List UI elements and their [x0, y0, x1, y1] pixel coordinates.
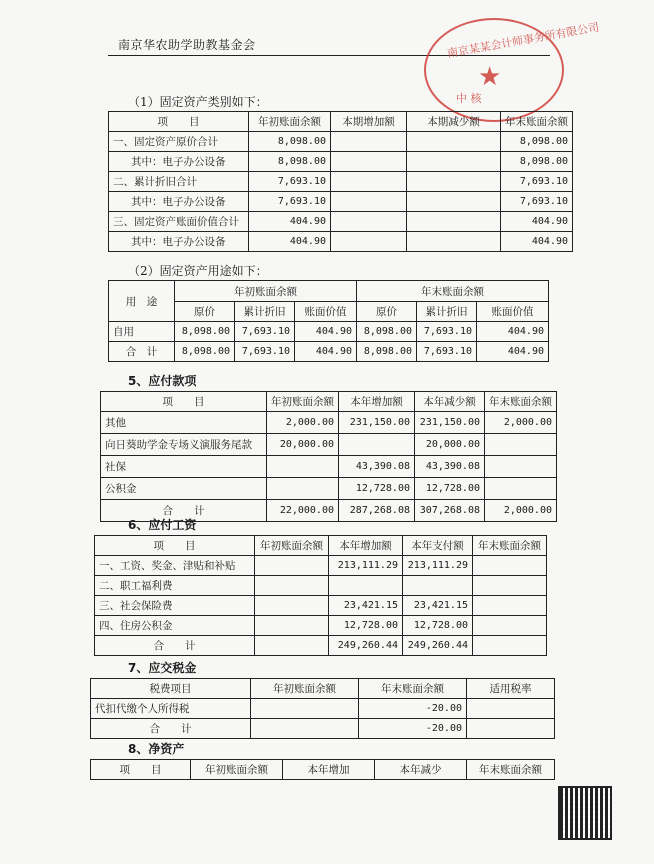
- seal-star-icon: ★: [478, 62, 502, 92]
- value-cell: 2,000.00: [485, 500, 557, 522]
- table-row: [109, 342, 549, 362]
- table-header-row: [101, 392, 557, 412]
- table-row: [109, 232, 573, 252]
- value-cell: 2,000.00: [267, 412, 339, 434]
- value-cell: 23,421.15: [403, 596, 473, 616]
- value-cell: [255, 636, 329, 656]
- value-cell: 404.90: [501, 212, 573, 232]
- header-cell: 本年增加额: [329, 536, 403, 556]
- value-cell: [331, 172, 407, 192]
- value-cell: 8,098.00: [357, 342, 417, 362]
- fixed-assets-usage-table: [108, 280, 549, 362]
- qr-code-icon: [558, 786, 612, 840]
- value-cell: [251, 719, 359, 739]
- row-label-cell: 三、固定资产账面价值合计: [109, 212, 249, 232]
- value-cell: [267, 456, 339, 478]
- value-cell: 231,150.00: [339, 412, 415, 434]
- value-cell: 20,000.00: [267, 434, 339, 456]
- header-cell: 年初账面余额: [191, 760, 283, 780]
- header-cell: 本年减少额: [415, 392, 485, 412]
- value-cell: 8,098.00: [501, 152, 573, 172]
- value-cell: 12,728.00: [329, 616, 403, 636]
- value-cell: [473, 616, 547, 636]
- value-cell: 404.90: [249, 212, 331, 232]
- value-cell: 307,268.08: [415, 500, 485, 522]
- value-cell: 7,693.10: [501, 172, 573, 192]
- header-cell: 项 目: [91, 760, 191, 780]
- value-cell: 8,098.00: [357, 322, 417, 342]
- section-taxes-title: 7、应交税金: [128, 661, 197, 675]
- table-header-row: [109, 112, 573, 132]
- organization-title: 南京华农助学助教基金会: [118, 38, 256, 52]
- header-group-cell: 年末账面余额: [357, 281, 549, 302]
- value-cell: 249,260.44: [329, 636, 403, 656]
- table-row: [109, 322, 549, 342]
- header-cell: 本期增加额: [331, 112, 407, 132]
- row-label-cell: 向日葵助学金专场义演服务尾款: [101, 434, 267, 456]
- value-cell: [339, 434, 415, 456]
- table-row: [95, 616, 547, 636]
- value-cell: [473, 576, 547, 596]
- value-cell: 404.90: [477, 322, 549, 342]
- value-cell: [485, 456, 557, 478]
- value-cell: 2,000.00: [485, 412, 557, 434]
- value-cell: 8,098.00: [501, 132, 573, 152]
- value-cell: [403, 576, 473, 596]
- value-cell: 22,000.00: [267, 500, 339, 522]
- row-label-cell: 合 计: [109, 342, 175, 362]
- value-cell: [251, 699, 359, 719]
- value-cell: 8,098.00: [175, 322, 235, 342]
- row-label-cell: 合 计: [101, 500, 267, 522]
- header-cell: 年末账面余额: [485, 392, 557, 412]
- header-cell: 税费项目: [91, 679, 251, 699]
- value-cell: [255, 596, 329, 616]
- header-cell: 年末账面余额: [473, 536, 547, 556]
- value-cell: [473, 596, 547, 616]
- value-cell: 404.90: [477, 342, 549, 362]
- value-cell: [255, 556, 329, 576]
- table-row: [109, 212, 573, 232]
- value-cell: [407, 132, 501, 152]
- value-cell: 249,260.44: [403, 636, 473, 656]
- row-label-cell: 一、工资、奖金、津贴和补贴: [95, 556, 255, 576]
- value-cell: 8,098.00: [175, 342, 235, 362]
- row-label-cell: 三、社会保险费: [95, 596, 255, 616]
- value-cell: [473, 636, 547, 656]
- value-cell: [407, 232, 501, 252]
- value-cell: [473, 556, 547, 576]
- value-cell: [407, 212, 501, 232]
- header-cell: 原价: [357, 302, 417, 322]
- table-row: [101, 478, 557, 500]
- value-cell: -20.00: [359, 699, 467, 719]
- table-row: [95, 556, 547, 576]
- value-cell: [485, 478, 557, 500]
- value-cell: 7,693.10: [235, 342, 295, 362]
- table-header-row: [91, 679, 555, 699]
- value-cell: [467, 719, 555, 739]
- section-wages-title: 6、应付工资: [128, 518, 197, 532]
- table-row: [109, 132, 573, 152]
- section-fixed-assets-category-title: （1）固定资产类别如下：: [128, 95, 268, 109]
- header-cell: 累计折旧: [417, 302, 477, 322]
- row-label-cell: 其中：电子办公设备: [109, 232, 249, 252]
- fixed-assets-category-table: [108, 111, 573, 252]
- table-row: [101, 456, 557, 478]
- table-row: [91, 699, 555, 719]
- value-cell: 43,390.08: [339, 456, 415, 478]
- row-label-cell: 其中：电子办公设备: [109, 152, 249, 172]
- wages-table: [94, 535, 547, 656]
- header-cell: 原价: [175, 302, 235, 322]
- header-cell: 账面价值: [295, 302, 357, 322]
- value-cell: [331, 212, 407, 232]
- value-cell: [407, 152, 501, 172]
- header-group-cell: 年初账面余额: [175, 281, 357, 302]
- header-cell: 年初账面余额: [267, 392, 339, 412]
- table-row: [101, 412, 557, 434]
- value-cell: [255, 616, 329, 636]
- value-cell: 12,728.00: [403, 616, 473, 636]
- value-cell: 20,000.00: [415, 434, 485, 456]
- row-label-cell: 代扣代缴个人所得税: [91, 699, 251, 719]
- value-cell: 404.90: [295, 322, 357, 342]
- header-cell: 用 途: [109, 281, 175, 322]
- value-cell: 8,098.00: [249, 132, 331, 152]
- value-cell: 7,693.10: [501, 192, 573, 212]
- table-row: [95, 576, 547, 596]
- value-cell: [267, 478, 339, 500]
- header-cell: 本期减少额: [407, 112, 501, 132]
- row-label-cell: 二、累计折旧合计: [109, 172, 249, 192]
- row-label-cell: 其他: [101, 412, 267, 434]
- table-row: [91, 719, 555, 739]
- value-cell: 287,268.08: [339, 500, 415, 522]
- row-label-cell: 一、固定资产原价合计: [109, 132, 249, 152]
- value-cell: [407, 192, 501, 212]
- net-assets-table: [90, 759, 555, 780]
- value-cell: 213,111.29: [329, 556, 403, 576]
- value-cell: 7,693.10: [417, 322, 477, 342]
- value-cell: 7,693.10: [235, 322, 295, 342]
- value-cell: 404.90: [501, 232, 573, 252]
- header-cell: 年初账面余额: [255, 536, 329, 556]
- value-cell: 23,421.15: [329, 596, 403, 616]
- value-cell: 12,728.00: [339, 478, 415, 500]
- value-cell: 231,150.00: [415, 412, 485, 434]
- row-label-cell: 自用: [109, 322, 175, 342]
- table-header-row: [91, 760, 555, 780]
- value-cell: [331, 232, 407, 252]
- header-cell: 年末账面余额: [501, 112, 573, 132]
- value-cell: 7,693.10: [249, 172, 331, 192]
- section-payables-title: 5、应付款项: [128, 374, 197, 388]
- header-cell: 账面价值: [477, 302, 549, 322]
- header-cell: 项 目: [101, 392, 267, 412]
- row-label-cell: 合 计: [95, 636, 255, 656]
- row-label-cell: 四、住房公积金: [95, 616, 255, 636]
- header-cell: 本年支付额: [403, 536, 473, 556]
- seal-ring-text: 南京某某会计师事务所有限公司: [446, 20, 601, 61]
- table-row: [95, 596, 547, 616]
- value-cell: 7,693.10: [249, 192, 331, 212]
- table-row: [95, 636, 547, 656]
- value-cell: 213,111.29: [403, 556, 473, 576]
- table-row: [109, 172, 573, 192]
- value-cell: 404.90: [295, 342, 357, 362]
- header-cell: 年初账面余额: [249, 112, 331, 132]
- header-cell: 本年增加额: [339, 392, 415, 412]
- header-cell: 本年减少: [375, 760, 467, 780]
- taxes-table: [90, 678, 555, 739]
- section-fixed-assets-usage-title: （2）固定资产用途如下：: [128, 264, 268, 278]
- seal-center-text: 中 核: [456, 92, 482, 105]
- payables-table: [100, 391, 557, 522]
- header-cell: 项 目: [95, 536, 255, 556]
- header-cell: 年初账面余额: [251, 679, 359, 699]
- value-cell: 43,390.08: [415, 456, 485, 478]
- value-cell: [331, 192, 407, 212]
- table-row: [109, 192, 573, 212]
- value-cell: 8,098.00: [249, 152, 331, 172]
- value-cell: [331, 152, 407, 172]
- value-cell: [467, 699, 555, 719]
- header-cell: 累计折旧: [235, 302, 295, 322]
- header-cell: 项 目: [109, 112, 249, 132]
- value-cell: [485, 434, 557, 456]
- table-row: [101, 434, 557, 456]
- row-label-cell: 二、职工福利费: [95, 576, 255, 596]
- table-row: [109, 152, 573, 172]
- value-cell: -20.00: [359, 719, 467, 739]
- header-cell: 本年增加: [283, 760, 375, 780]
- header-cell: 适用税率: [467, 679, 555, 699]
- value-cell: [331, 132, 407, 152]
- value-cell: [407, 172, 501, 192]
- row-label-cell: 社保: [101, 456, 267, 478]
- row-label-cell: 其中：电子办公设备: [109, 192, 249, 212]
- table-subheader-row: [109, 302, 549, 322]
- header-cell: 年末账面余额: [467, 760, 555, 780]
- value-cell: [329, 576, 403, 596]
- value-cell: 7,693.10: [417, 342, 477, 362]
- value-cell: [255, 576, 329, 596]
- value-cell: 404.90: [249, 232, 331, 252]
- section-net-assets-title: 8、净资产: [128, 742, 185, 756]
- header-cell: 年末账面余额: [359, 679, 467, 699]
- row-label-cell: 公积金: [101, 478, 267, 500]
- table-header-row: [109, 281, 549, 302]
- value-cell: 12,728.00: [415, 478, 485, 500]
- table-header-row: [95, 536, 547, 556]
- row-label-cell: 合 计: [91, 719, 251, 739]
